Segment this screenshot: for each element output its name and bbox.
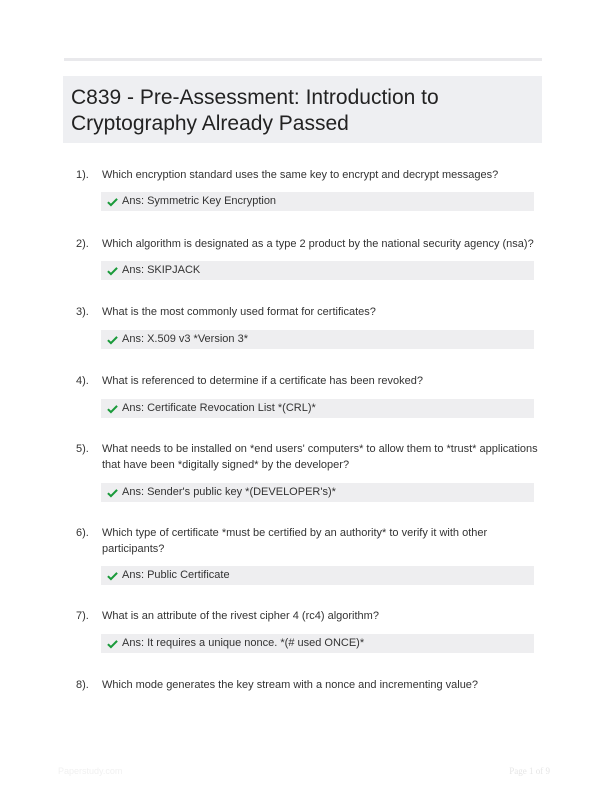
page-number: Page 1 of 9 — [509, 766, 550, 776]
check-icon — [107, 404, 118, 414]
answer-box — [101, 192, 534, 211]
question-number: 1). — [76, 169, 89, 181]
answer-box — [101, 483, 534, 502]
answer-text: Ans: Public Certificate — [122, 569, 230, 581]
question-number: 8). — [76, 679, 89, 691]
check-icon — [107, 335, 118, 345]
question-number: 2). — [76, 238, 89, 250]
answer-text: Ans: Sender's public key *(DEVELOPER's)* — [122, 486, 336, 498]
question-number: 4). — [76, 375, 89, 387]
question-number: 5). — [76, 443, 89, 455]
question-text: What is referenced to determine if a certificate has been revoked? — [102, 375, 424, 387]
question-text: What is the most commonly used format for certificates? — [102, 306, 376, 318]
check-icon — [107, 197, 118, 207]
question-number: 3). — [76, 306, 89, 318]
question-number: 6). — [76, 527, 89, 539]
answer-text: Ans: SKIPJACK — [122, 264, 201, 276]
question-text: Which mode generates the key stream with a nonce and incrementing value? — [102, 679, 479, 691]
question-text: Which encryption standard uses the same key to encrypt and decrypt messages? — [102, 169, 499, 181]
question-text: What is an attribute of the rivest cipher 4 (rc4) algorithm? — [102, 610, 379, 622]
answer-box — [101, 261, 534, 280]
answer-text: Ans: It requires a unique nonce. *(# used ONCE)* — [122, 637, 365, 649]
top-divider — [64, 58, 542, 61]
answer-box — [101, 566, 534, 585]
answer-text: Ans: Symmetric Key Encryption — [122, 195, 277, 207]
check-icon — [107, 266, 118, 276]
answer-text: Ans: Certificate Revocation List *(CRL)* — [122, 402, 316, 414]
question-text: Which type of certificate *must be certified by an authority* to verify it with other participants? — [102, 527, 488, 555]
answer-box — [101, 330, 534, 349]
watermark: Paperstudy.com — [58, 766, 123, 776]
check-icon — [107, 488, 118, 498]
question-text: What needs to be installed on *end users' computers* to allow them to *trust* applications that have been *digitally signed* by the developer? — [102, 443, 538, 471]
page-title: C839 - Pre-Assessment: Introduction to Cryptography Already Passed — [71, 86, 439, 135]
answer-box — [101, 399, 534, 418]
question-text: Which algorithm is designated as a type 2 product by the national security agency (nsa)? — [102, 238, 534, 250]
check-icon — [107, 639, 118, 649]
answer-box — [101, 634, 534, 653]
title-banner — [63, 76, 542, 143]
check-icon — [107, 571, 118, 581]
question-number: 7). — [76, 610, 89, 622]
answer-text: Ans: X.509 v3 *Version 3* — [122, 333, 248, 345]
